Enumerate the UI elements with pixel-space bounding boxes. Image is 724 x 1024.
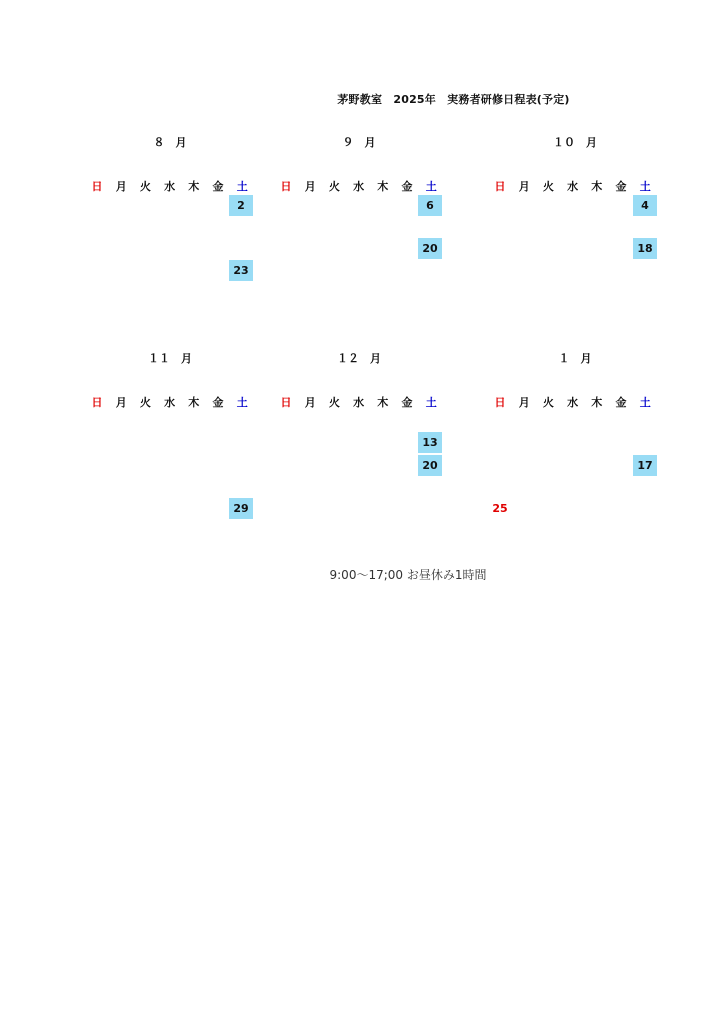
month-title-oct: １０ 月 [553, 136, 597, 149]
weekday-label: 木 [188, 180, 200, 193]
weekday-label: 金 [212, 180, 224, 193]
day-cell: 20 [418, 455, 442, 476]
weekday-label: 土 [639, 396, 651, 409]
month-title-dec: １２ 月 [337, 352, 381, 365]
month-title-nov: １１ 月 [148, 352, 192, 365]
weekday-label: 火 [139, 396, 151, 409]
schedule-hours-note: 9:00～17;00 お昼休み1時間 [329, 568, 487, 582]
weekday-label: 日 [494, 396, 506, 409]
weekday-label: 月 [115, 180, 127, 193]
weekday-label: 月 [304, 396, 316, 409]
weekday-label: 火 [328, 180, 340, 193]
weekday-label: 月 [518, 396, 530, 409]
weekday-label: 土 [639, 180, 651, 193]
weekday-label: 水 [164, 396, 176, 409]
weekday-label: 日 [280, 396, 292, 409]
weekday-label: 月 [115, 396, 127, 409]
weekday-label: 金 [615, 396, 627, 409]
day-cell: 23 [229, 260, 253, 281]
day-cell: 20 [418, 238, 442, 259]
month-title-aug: ８ 月 [153, 136, 187, 149]
page-title: 茅野教室 2025年 実務者研修日程表(予定) [337, 93, 570, 106]
weekday-label: 日 [280, 180, 292, 193]
day-cell: 4 [633, 195, 657, 216]
weekday-label: 木 [188, 396, 200, 409]
month-title-jan: １ 月 [558, 352, 592, 365]
weekday-label: 木 [591, 396, 603, 409]
weekday-label: 日 [91, 180, 103, 193]
weekday-label: 火 [328, 396, 340, 409]
weekday-label: 土 [236, 396, 248, 409]
month-title-sep: ９ 月 [342, 136, 376, 149]
day-cell: 18 [633, 238, 657, 259]
day-cell: 13 [418, 432, 442, 453]
weekday-label: 金 [212, 396, 224, 409]
weekday-label: 土 [425, 180, 437, 193]
weekday-label: 水 [353, 180, 365, 193]
weekday-label: 日 [91, 396, 103, 409]
day-cell: 17 [633, 455, 657, 476]
weekday-label: 水 [164, 180, 176, 193]
weekday-label: 火 [542, 396, 554, 409]
weekday-label: 水 [567, 396, 579, 409]
day-cell: 29 [229, 498, 253, 519]
weekday-label: 木 [377, 180, 389, 193]
day-cell: 25 [492, 502, 508, 515]
weekday-label: 金 [401, 180, 413, 193]
weekday-label: 火 [139, 180, 151, 193]
weekday-label: 月 [304, 180, 316, 193]
weekday-label: 日 [494, 180, 506, 193]
day-cell: 2 [229, 195, 253, 216]
weekday-label: 土 [236, 180, 248, 193]
weekday-label: 木 [591, 180, 603, 193]
weekday-label: 金 [401, 396, 413, 409]
weekday-label: 木 [377, 396, 389, 409]
weekday-label: 月 [518, 180, 530, 193]
weekday-label: 水 [567, 180, 579, 193]
weekday-label: 火 [542, 180, 554, 193]
weekday-label: 土 [425, 396, 437, 409]
weekday-label: 金 [615, 180, 627, 193]
weekday-label: 水 [353, 396, 365, 409]
day-cell: 6 [418, 195, 442, 216]
